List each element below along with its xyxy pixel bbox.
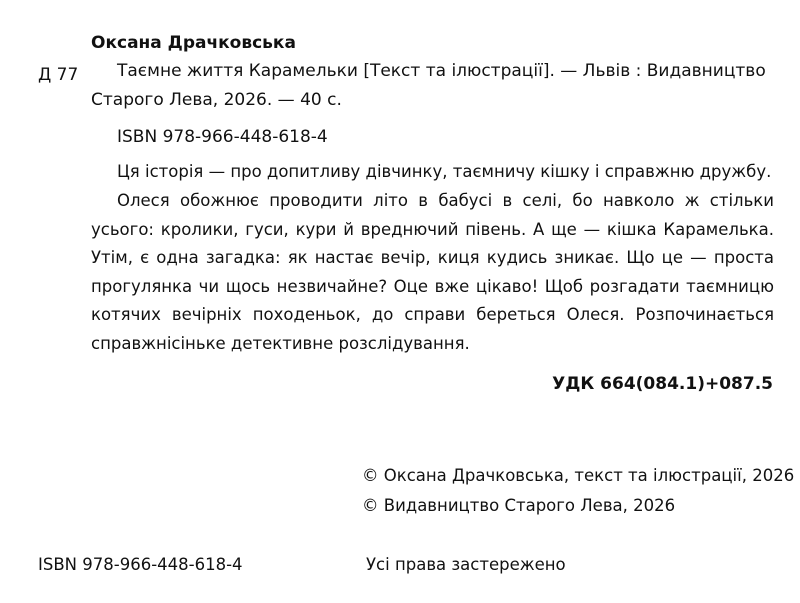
rights-reserved: Усі права застережено <box>366 555 566 574</box>
annotation-paragraph-2: Олеся обожнює проводити літо в бабусі в селі, бо навколо ж стільки усього: кролики, гуси, кури й вреднючий півень. А ще — кішка Карамелька. Утім, є одна загадка: як настає вечір, киця кудись зникає. Що це — проста прогулянка чи щось незвичайне? Оце вже цікаво! Щоб розгадати таємницю котячих вечірніх походеньок, до справи береться Олеся. Розпочинається справжнісіньке детективне розслідування. <box>91 191 774 353</box>
isbn-top: ISBN 978-966-448-618-4 <box>117 127 328 147</box>
udk-code: УДК 664(084.1)+087.5 <box>552 374 773 394</box>
author-name: Оксана Драчковська <box>91 33 296 53</box>
title-line: Таємне життя Карамельки [Текст та ілюстрації]. — Львів : Видавництво <box>117 61 766 81</box>
copyright-author: © Оксана Драчковська, текст та ілюстрації, 2026 <box>362 466 795 485</box>
classification-code: Д 77 <box>38 65 79 85</box>
publisher-line: Старого Лева, 2026. — 40 с. <box>91 90 342 110</box>
copyright-publisher: © Видавництво Старого Лева, 2026 <box>362 496 676 515</box>
isbn-bottom: ISBN 978-966-448-618-4 <box>38 555 243 574</box>
annotation-paragraph-1: Ця історія — про допитливу дівчинку, таємничу кішку і справжню дружбу. <box>117 162 772 181</box>
